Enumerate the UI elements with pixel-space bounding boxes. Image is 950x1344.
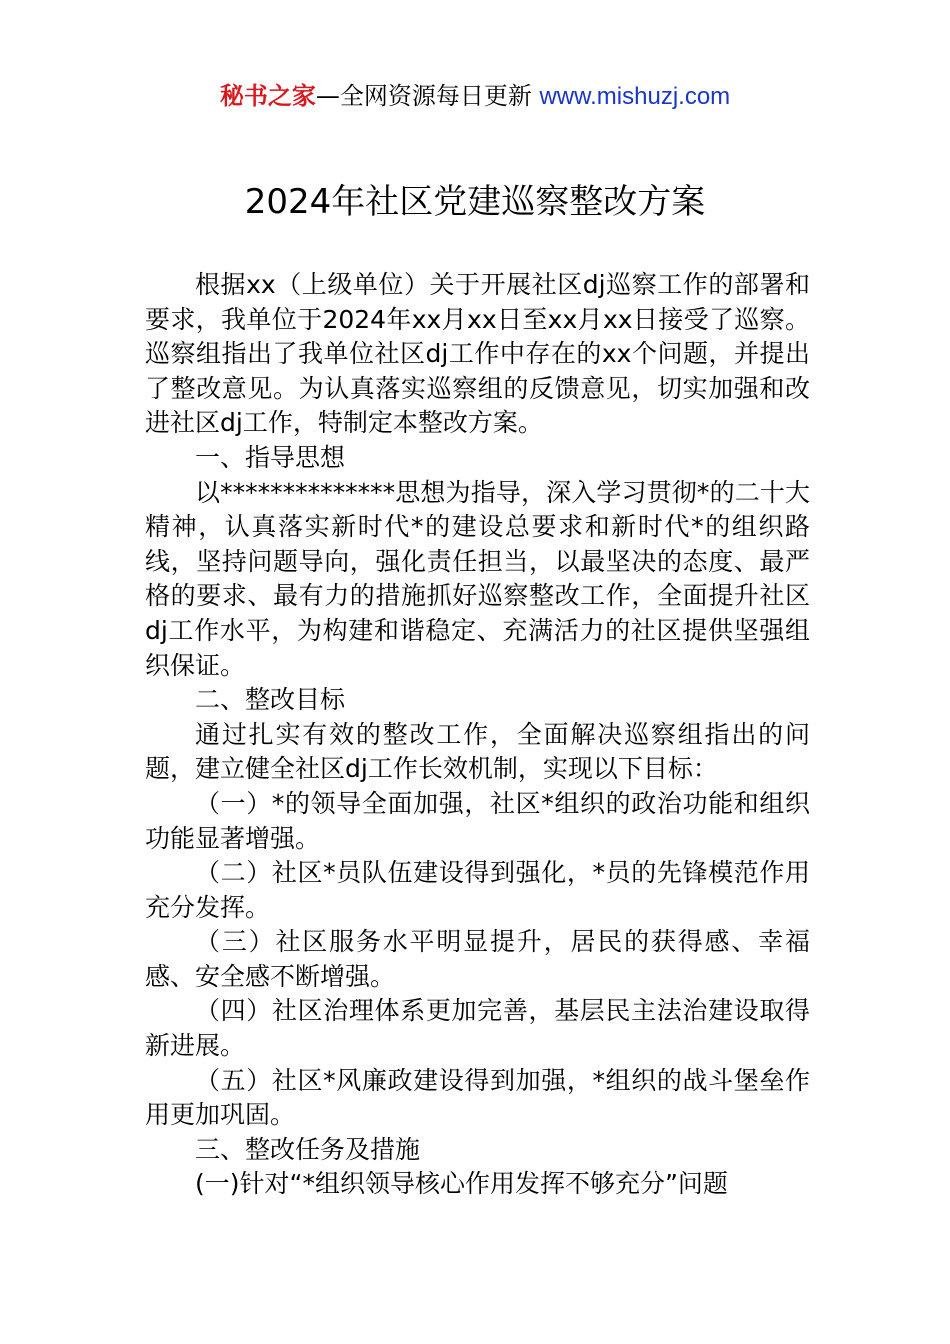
site-url-link[interactable]: www.mishuzj.com [539, 83, 731, 110]
site-brand-name: 秘书之家 [219, 82, 316, 110]
section-heading-goals: 二、整改目标 [195, 685, 346, 715]
goal-item-3: （三）社区服务水平明显提升，居民的获得感、幸福感、安全感不断增强。 [145, 927, 810, 991]
site-banner [0, 80, 950, 113]
site-tagline: —全网资源每日更新 [315, 82, 540, 110]
task-subheading-1: (一)针对“*组织领导核心作用发挥不够充分”问题 [195, 1169, 728, 1199]
guiding-thought-paragraph: 以**************思想为指导，深入学习贯彻*的二十大精神，认真落实新时代*的建设总要求和新时代*的组织路线，坚持问题导向，强化责任担当，以最坚决的态度、最严格的要求、最有力的措施抓好巡察整改工作，全面提升社区dj工作水平，为构建和谐稳定、充满活力的社区提供坚强组织保证。 [145, 477, 810, 680]
document-title: 2024年社区党建巡察整改方案 [244, 182, 706, 222]
goals-intro-paragraph: 通过扎实有效的整改工作，全面解决巡察组指出的问题，建立健全社区dj工作长效机制，实现以下目标： [145, 719, 810, 784]
goal-item-2: （二）社区*员队伍建设得到强化，*员的先锋模范作用充分发挥。 [145, 858, 810, 922]
document-body [145, 268, 810, 1202]
section-heading-tasks: 三、整改任务及措施 [195, 1134, 421, 1164]
goal-item-4: （四）社区治理体系更加完善，基层民主法治建设取得新进展。 [145, 996, 810, 1061]
goal-item-1: （一）*的领导全面加强，社区*组织的政治功能和组织功能显著增强。 [145, 788, 810, 853]
goal-item-5: （五）社区*风廉政建设得到加强，*组织的战斗堡垒作用更加巩固。 [145, 1065, 810, 1130]
section-heading-guiding-thought: 一、指导思想 [195, 442, 346, 472]
intro-paragraph: 根据xx（上级单位）关于开展社区dj巡察工作的部署和要求，我单位于2024年xx月xx日至xx月xx日接受了巡察。巡察组指出了我单位社区dj工作中存在的xx个问题，并提出了整改意见。为认真落实巡察组的反馈意见，切实加强和改进社区dj工作，特制定本整改方案。 [145, 270, 810, 438]
